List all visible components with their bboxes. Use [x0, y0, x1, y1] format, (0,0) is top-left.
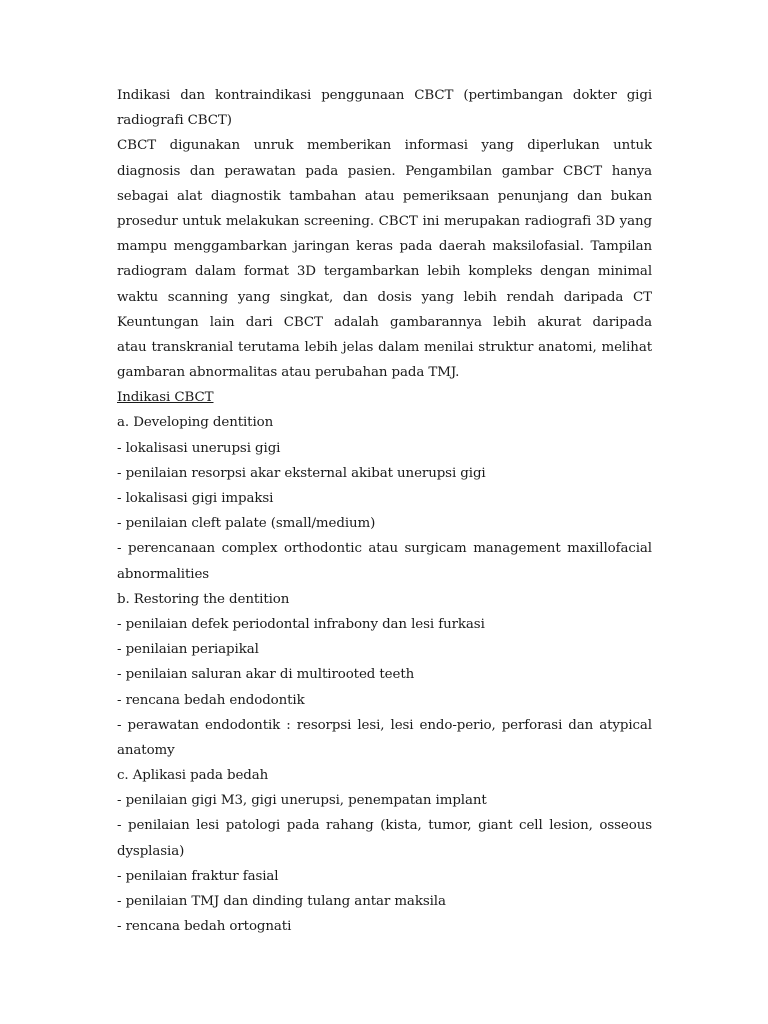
list-item: - perencanaan complex orthodontic atau surgicam management maxillofacial	[117, 541, 652, 557]
list-item: - penilaian lesi patologi pada rahang (kista, tumor, giant cell lesion, osseous	[117, 818, 652, 834]
list-item: - penilaian gigi M3, gigi unerupsi, penempatan implant	[117, 793, 487, 809]
list-item: - penilaian resorpsi akar eksternal akibat unerupsi gigi	[117, 465, 486, 481]
paragraph-line: sebagai alat diagnostik tambahan atau pemeriksaan penunjang dan bukan	[117, 188, 652, 204]
list-item: - penilaian cleft palate (small/medium)	[117, 516, 376, 532]
list-item: - lokalisasi gigi impaksi	[117, 491, 274, 506]
list-item: - lokalisasi unerupsi gigi	[117, 440, 281, 456]
list-item: - rencana bedah endodontik	[117, 692, 305, 708]
subsection-c-title: c. Aplikasi pada bedah	[117, 768, 269, 784]
section-title	[117, 385, 652, 410]
list-item-continuation: dysplasia)	[117, 843, 185, 859]
paragraph-line: mampu menggambarkan jaringan keras pada daerah maksilofasial. Tampilan	[117, 239, 652, 255]
list-item: - penilaian TMJ dan dinding tulang antar maksila	[117, 894, 446, 909]
subsection-a-title: a. Developing dentition	[117, 415, 274, 431]
paragraph-line: Keuntungan lain dari CBCT adalah gambarannya lebih akurat daripada	[117, 314, 652, 330]
paragraph-line: radiogram dalam format 3D tergambarkan lebih kompleks dengan minimal	[117, 264, 652, 280]
paragraph-line: gambaran abnormalitas atau perubahan pada TMJ.	[117, 365, 460, 381]
indikasi-title: Indikasi CBCT	[117, 390, 214, 406]
list-item: - penilaian saluran akar di multirooted teeth	[117, 667, 415, 683]
list-item-continuation: anatomy	[117, 742, 175, 758]
list-item: - penilaian defek periodontal infrabony dan lesi furkasi	[117, 616, 485, 632]
list-item: - rencana bedah ortognati	[117, 919, 292, 935]
list-item-continuation: abnormalities	[117, 566, 210, 582]
paragraph-line: atau transkranial terutama lebih jelas dalam menilai struktur anatomi, melihat	[117, 339, 652, 355]
list-item: - perawatan endodontik : resorpsi lesi, lesi endo-perio, perforasi dan atypical	[117, 717, 652, 733]
paragraph-line: prosedur untuk melakukan screening. CBCT ini merupakan radiografi 3D yang	[117, 213, 652, 229]
heading-line-2: radiografi CBCT)	[117, 113, 232, 129]
list-item: - penilaian periapikal	[117, 642, 259, 658]
list-item: - penilaian fraktur fasial	[117, 868, 279, 884]
subsection-b-title: b. Restoring the dentition	[117, 591, 290, 607]
paragraph-line: waktu scanning yang singkat, dan dosis yang lebih rendah daripada CT	[117, 289, 652, 305]
document-body	[117, 83, 652, 939]
paragraph-line: diagnosis dan perawatan pada pasien. Pengambilan gambar CBCT hanya	[117, 163, 652, 179]
paragraph-line: CBCT digunakan unruk memberikan informasi yang diperlukan untuk	[117, 138, 652, 154]
heading-line-1: Indikasi dan kontraindikasi penggunaan CBCT (pertimbangan dokter gigi	[117, 88, 652, 103]
